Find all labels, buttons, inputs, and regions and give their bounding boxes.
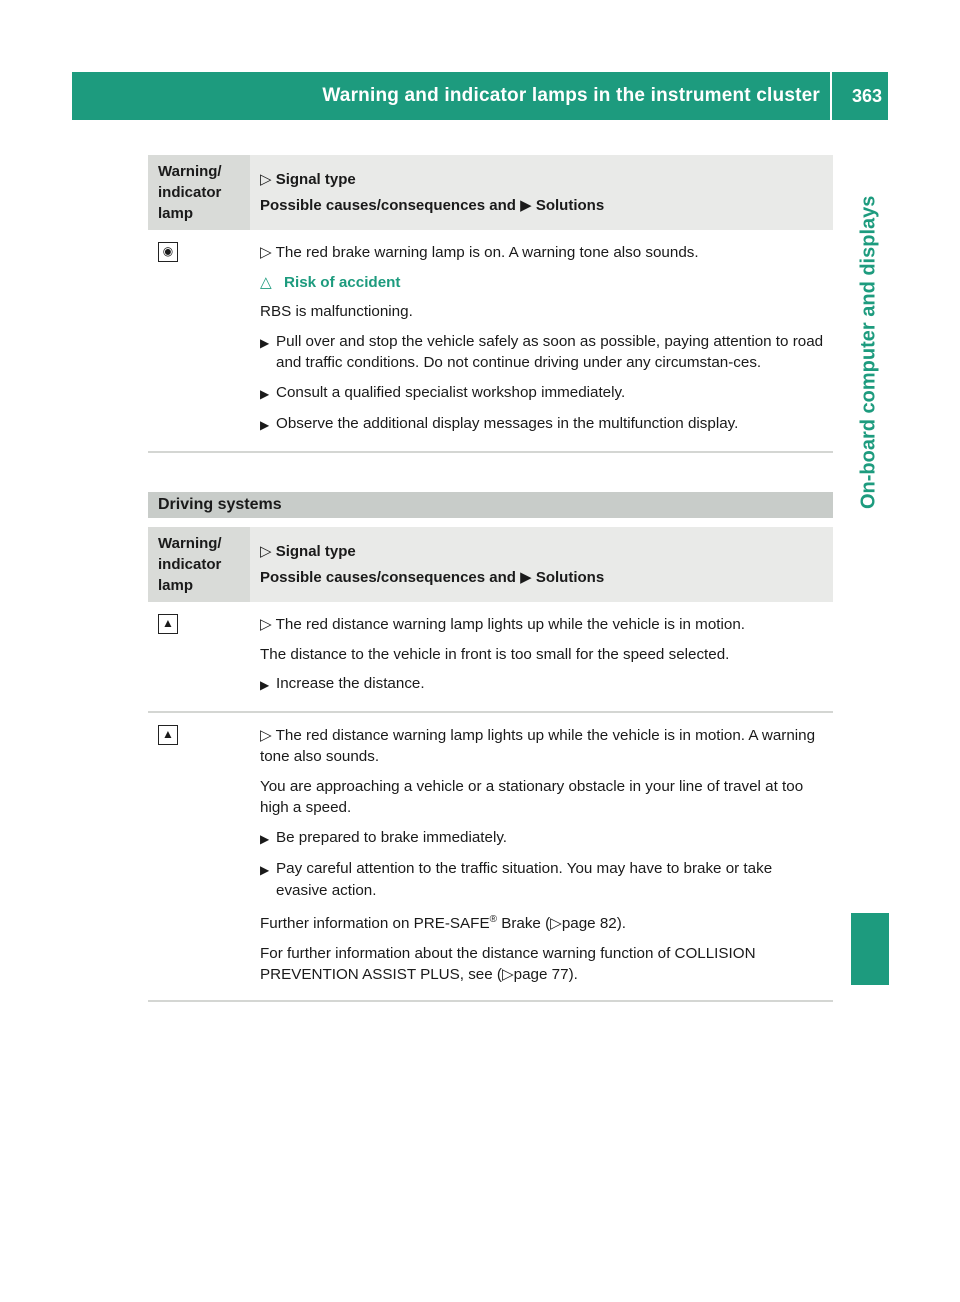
step-item: ▶ Be prepared to brake immediately. <box>260 827 827 851</box>
step-arrow-icon: ▶ <box>260 863 270 877</box>
col-header-lamp: Warning/ indicator lamp <box>148 527 250 602</box>
warning-box: △ Risk of accident <box>260 272 827 294</box>
table-row: ▲ ▷ The red distance warning lamp lights up while the vehicle is in motion. The distance to the vehicle in front is too small for the speed selected. ▶ Increase the distance. <box>148 602 833 712</box>
step-item: ▶ Increase the distance. <box>260 673 827 697</box>
step-arrow-icon: ▶ <box>260 335 270 350</box>
step-item: ▶ Consult a qualified specialist workshop immediately. <box>260 382 827 406</box>
page-ref-icon: ▷ <box>501 966 514 984</box>
brake-warning-lamp-icon: ◉ <box>158 242 178 262</box>
cause-text: The distance to the vehicle in front is too small for the speed selected. <box>260 645 730 663</box>
page-header <box>72 72 888 120</box>
signal-icon: ▷ <box>260 726 276 744</box>
step-item: ▶ Pay careful attention to the traffic situation. You may have to brake or take evasive action. <box>260 858 827 901</box>
col-header-signal: ▷ Signal type Possible causes/consequences and ▶ Solutions <box>250 155 833 230</box>
step-arrow-icon: ▶ <box>260 678 270 692</box>
cause-text: RBS is malfunctioning. <box>260 303 413 320</box>
header-divider <box>830 72 832 120</box>
warning-triangle-icon: △ <box>260 273 272 291</box>
lamp-table-brakes <box>148 155 833 453</box>
step-item: ▶ Pull over and stop the vehicle safely as soon as possible, paying attention to road and traffic conditions. Do not continue driving under any circumstan-ces. <box>260 331 827 374</box>
side-tab-label: On-board computer and displays <box>857 195 880 509</box>
pre-safe-note: Further information on PRE-SAFE® Brake (▷page 82). <box>260 914 627 933</box>
col-header-lamp: Warning/ indicator lamp <box>148 155 250 230</box>
cause-text: You are approaching a vehicle or a stationary obstacle in your line of travel at too high a speed. <box>260 777 804 816</box>
table-row: ▲ ▷ The red distance warning lamp lights up while the vehicle is in motion. A warning tone also sounds. You are approaching a vehicle or a stationary obstacle in your line of travel at too high a speed. ▶ Be prepared to brake immediately. ▶ Pay careful attention to the traffic situation. You may have to brake or take evasive action. Further information on PRE-SAFE® Brake (▷page 82). For further information about the distance warning function of COLLISION PREVENTION ASSIST PLUS, see (▷page 77). <box>148 712 833 1001</box>
solutions-arrow-icon: ▶ <box>520 197 532 214</box>
collision-note: For further information about the distance warning function of COLLISION PREVENTION ASSIST PLUS, see (▷page 77). <box>260 944 756 984</box>
table-header-row <box>148 527 833 602</box>
table-row <box>148 230 833 452</box>
signal-type-icon: ▷ <box>260 543 276 560</box>
section-title: Driving systems <box>148 492 833 518</box>
lamp-table-driving <box>148 527 833 1002</box>
step-item: ▶ Observe the additional display messages in the multifunction display. <box>260 413 827 437</box>
signal-icon: ▷ <box>260 616 276 633</box>
signal-text: The red brake warning lamp is on. A warning tone also sounds. <box>275 244 699 261</box>
step-arrow-icon: ▶ <box>260 386 270 401</box>
distance-warning-lamp-icon: ▲ <box>158 614 178 634</box>
page-ref-icon: ▷ <box>550 915 562 933</box>
step-arrow-icon: ▶ <box>260 831 270 846</box>
page-ref-link[interactable]: page 82 <box>561 915 617 933</box>
signal-icon: ▷ <box>260 244 276 261</box>
table-header-row <box>148 155 833 230</box>
page-number: 363 <box>851 86 882 106</box>
col-header-signal: ▷ Signal type Possible causes/consequences and ▶ Solutions <box>250 527 833 602</box>
side-tab-block <box>851 913 889 985</box>
header-title: Warning and indicator lamps in the instrument cluster <box>322 85 820 106</box>
signal-type-icon: ▷ <box>260 171 276 188</box>
step-arrow-icon: ▶ <box>260 418 270 432</box>
solutions-arrow-icon: ▶ <box>520 569 532 586</box>
page-ref-link[interactable]: page 77 <box>513 966 569 984</box>
distance-warning-lamp-icon: ▲ <box>158 725 178 745</box>
